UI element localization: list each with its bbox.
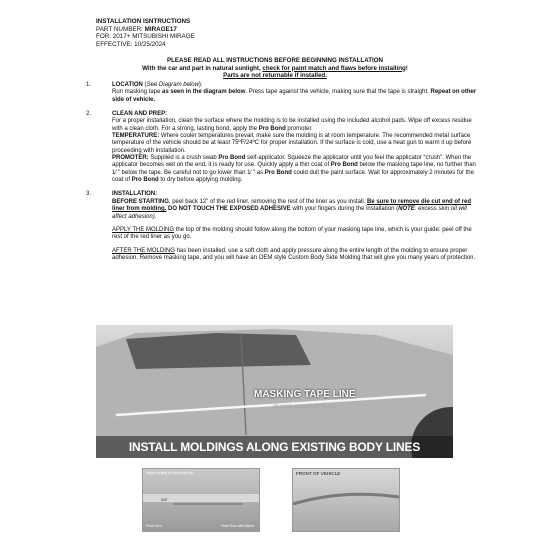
text-run: could dull the paint surface. Wait for approximately 2 minutes for the coat of	[112, 169, 474, 184]
step-title: CLEAN AND PREP:	[112, 111, 168, 118]
text-run: AFTER THE MOLDING	[112, 247, 175, 254]
text-run: to dry before applying molding.	[158, 177, 243, 184]
step-title-paren-close: ):	[198, 82, 203, 88]
step-installation	[86, 191, 481, 262]
step-number: 1.	[86, 82, 92, 88]
step-number: 2.	[86, 111, 92, 118]
text-run: Run masking tape	[112, 89, 163, 96]
car-side-diagram	[96, 325, 453, 458]
text-run: has been installed, use a soft cloth and apply pressure along the entire length of the molding to ensure proper adhesion. Remove masking tape, and you will have an OEM style Custom Body Side Molding that will give you many years of protection.	[112, 247, 476, 261]
document-header	[96, 18, 195, 48]
text-run: ” as	[251, 169, 265, 176]
thumbnail-caption: Adjust molding to follow body line	[146, 471, 194, 475]
text-run: with your fingers during the installation (	[290, 206, 399, 213]
text-run: Pro Bond	[330, 162, 358, 169]
text-run: Supplied is a crush swab	[148, 155, 219, 162]
thumbnail-door-detail	[142, 468, 260, 532]
vehicle-line: FOR: 2017+ MITSUBISHI MIRAGE	[96, 33, 195, 41]
text-run: DO NOT TOUCH THE EXPOSED ADHESIVE	[166, 206, 291, 213]
steps-list	[86, 82, 481, 269]
text-run: the top of the molding should follow along the bottom of your masking tape line, which is your guide: peel off the rest of the red liner as you go.	[112, 226, 472, 241]
text-run: Be sure to remove die cut end of red liner from molding.	[112, 198, 472, 213]
text-run: as seen in the diagram below	[162, 89, 246, 96]
step-paragraph	[112, 227, 481, 242]
step-paragraph	[112, 118, 481, 184]
step-paragraph	[112, 248, 481, 263]
masking-tape-label: MASKING TAPE LINE	[254, 389, 356, 400]
text-run: Pro Bond	[264, 169, 292, 176]
step-title-paren-open: (	[142, 82, 147, 88]
measurement-label: 5/8"	[161, 497, 168, 502]
text-run: : excess skin oil will affect adhesion).	[112, 206, 467, 220]
thumbnail-caption: FRONT OF VEHICLE	[296, 471, 341, 476]
body-lines-banner: INSTALL MOLDINGS ALONG EXISTING BODY LINES	[96, 436, 453, 458]
text-run: promoter.	[285, 125, 313, 132]
text-run: self-applicator. Squeeze the applicator until you feel the applicator “crush”. When the applicator becomes wet on the end, it is ready for use. Quickly apply a thin coat of	[112, 155, 472, 169]
text-run: Where cooler temperatures prevail, make sure the molding is at room temperature. The recommended metal surface temperature of the vehicle should be at least 75ºF/24ºC for proper installation. If the surface is cold, use a heat gun to warm it up before proceeding with installation.	[112, 133, 472, 154]
text-run: Pro Bond	[131, 177, 159, 184]
step-number: 3.	[86, 191, 92, 198]
text-run: PROMOTER:	[112, 155, 149, 162]
text-run: Pro Bond	[258, 125, 286, 132]
text-run: Pro Bond	[218, 155, 246, 162]
text-run: APPLY THE MOLDING	[112, 226, 175, 233]
notice-line-2	[70, 65, 480, 73]
step-title: LOCATION	[112, 82, 143, 88]
text-run: For a proper installation, clean the surface where the molding is to be installed using the included alcohol pads. Wipe off excess residue with a clean cloth. For a strong, lasting bond, apply the	[112, 118, 472, 132]
step-paragraph	[112, 89, 481, 104]
text-run: Be careful not to go lower than 1⁄	[164, 169, 252, 176]
part-number-label: PART NUMBER:	[96, 25, 145, 33]
notice-block	[70, 57, 480, 80]
front-view-illustration	[293, 469, 399, 531]
step-clean-prep	[86, 111, 481, 184]
notice-paint-check: check for paint match and flaws before installing	[262, 64, 406, 72]
document-title: INSTALLATION ISNTRUCTIONS	[96, 18, 191, 25]
car-window-shape	[126, 333, 311, 369]
text-run: Repeat on other side of vehicle.	[112, 89, 477, 103]
body-line	[293, 494, 399, 504]
step-paragraph	[112, 199, 481, 221]
text-run: , peel back 12” of the red liner, removing the rest of the liner as you install.	[168, 198, 367, 205]
front-door-label: Front Door	[146, 524, 163, 528]
step-title-line	[112, 82, 481, 89]
step-title-note: See Diagram below	[146, 82, 199, 88]
text-run: TEMPERATURE:	[112, 133, 160, 140]
notice-line-2-end: !	[405, 64, 408, 72]
step-location	[86, 82, 481, 104]
place-molding-label: PLACE MOLDING HERE	[274, 403, 338, 408]
notice-line-3: Parts are not returnable if installed.	[223, 72, 327, 80]
step-title: INSTALLATION:	[112, 191, 158, 198]
effective-date: EFFECTIVE: 10/25/2024	[96, 40, 166, 48]
notice-line-2-start: With the car and part in natural sunlight,	[142, 64, 263, 72]
part-number: MIRAGE17	[144, 25, 177, 33]
text-run: ” below the tape.	[116, 169, 165, 176]
text-run: BEFORE STARTING	[112, 198, 169, 205]
notice-line-1: PLEASE READ ALL INSTRUCTIONS BEFORE BEGINNING INSTALLATION	[167, 57, 383, 64]
text-run: NOTE	[398, 206, 415, 213]
thumbnail-front-view	[292, 468, 400, 532]
text-run: below the masking tape line, no further than 1⁄	[112, 162, 476, 176]
text-run: . Press tape against the vehicle, making sure that the tape is straight.	[245, 89, 431, 96]
part-number-line	[96, 26, 195, 34]
rear-door-label: Rear Door with Name	[221, 524, 254, 528]
